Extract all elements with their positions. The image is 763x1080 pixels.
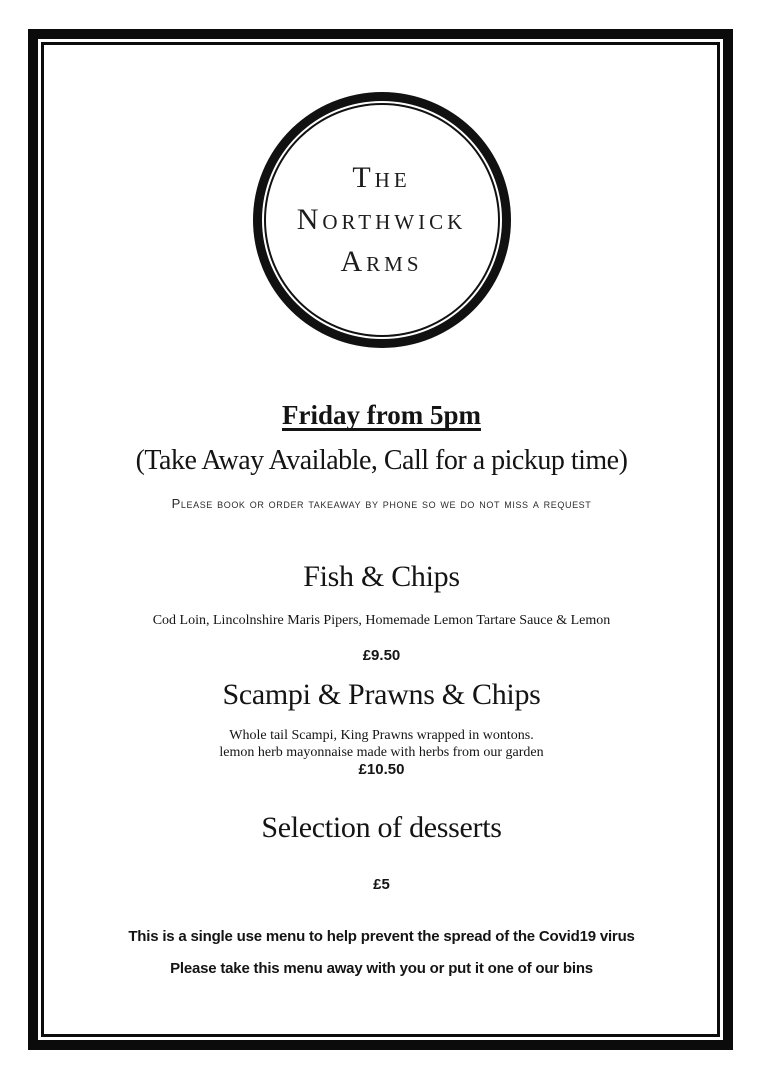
logo-line-the: The [352,161,411,194]
pub-logo-badge [253,92,511,348]
item-name: Selection of desserts [261,811,502,844]
item-name: Fish & Chips [303,560,460,593]
item-name: Scampi & Prawns & Chips [222,678,541,711]
logo-inner-ring [264,103,500,337]
booking-note: Please book or order takeaway by phone so we do not miss a request [171,496,592,511]
item-description: Cod Loin, Lincolnshire Maris Pipers, Homemade Lemon Tartare Sauce & Lemon [152,613,611,628]
item-description-line-2: lemon herb mayonnaise made with herbs from our garden [219,745,544,760]
item-price: £10.50 [358,761,405,778]
covid-notice: This is a single use menu to help prevent the spread of the Covid19 virus [128,928,635,945]
item-price: £5 [373,876,390,893]
take-menu-away-notice: Please take this menu away with you or put it one of our bins [170,960,593,977]
takeaway-availability-note: (Take Away Available, Call for a pickup time) [135,445,628,476]
item-price: £9.50 [362,647,401,664]
day-title: Friday from 5pm [282,400,481,430]
logo-line-northwick: Northwick [296,203,467,236]
item-description-line-1: Whole tail Scampi, King Prawns wrapped in wontons. [229,728,534,743]
logo-text [297,157,467,283]
logo-line-arms: Arms [340,245,423,278]
